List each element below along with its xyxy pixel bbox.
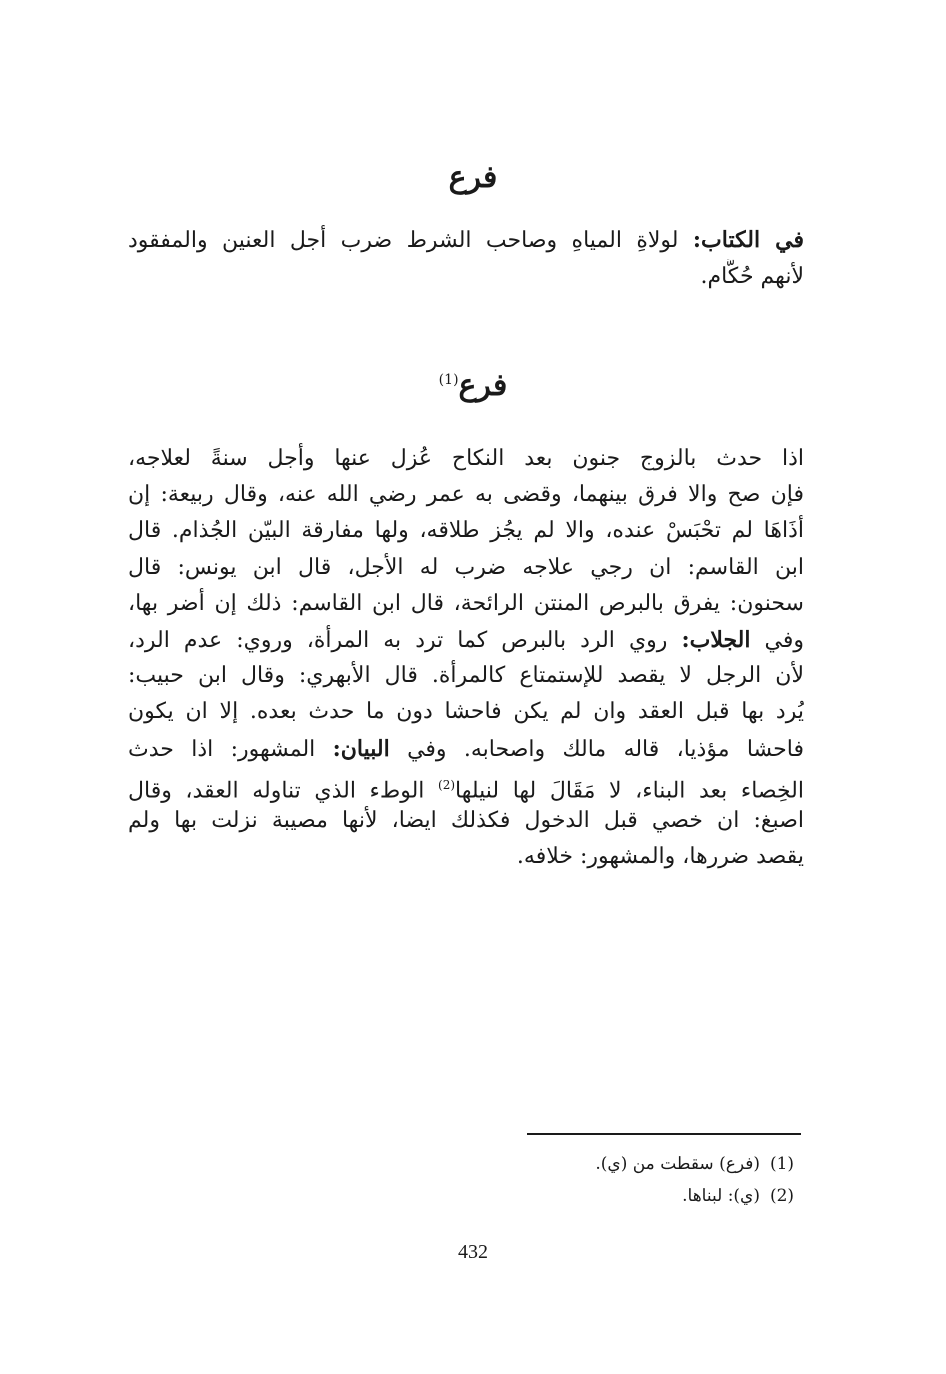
source-label: الجلاب: [681,626,751,653]
footnote-number: (1) [769,1154,795,1174]
source-label: في الكتاب: [692,227,804,253]
source-label: البيان: [332,735,390,762]
paragraph-line [128,223,804,259]
paragraph-line [128,441,804,477]
paragraph-line [128,803,804,839]
line-text: فاحشا مؤذيا، قاله مالك واصحابه. وفي [389,736,804,762]
paragraph-line [128,550,804,586]
line-text: ابن القاسم: ان رجي علاجه ضرب له الأجل، قال ابن يونس: قال [128,554,804,580]
line-text: أذَاهَا لم تحْبَسْ عنده، والا لم يجُز طلاقه، ولها مفارقة البيّن الجُذام. قال [128,518,804,544]
section-heading-2 [0,368,946,403]
line-text: سحنون: يفرق بالبرص المنتن الرائحة، قال ابن القاسم: ذلك إن أضر بها، [128,590,804,616]
line-text: لأنهم حُكَّام. [700,263,804,289]
paragraph-line [128,839,804,875]
paragraph-line [128,477,804,513]
footnote-item [404,1180,804,1212]
line-text: يُرد بها قبل العقد وان لم يكن فاحشا دون ما حدث بعده. إلا ان يكون [128,699,804,725]
paragraph-line [128,622,804,658]
footnotes [404,1148,804,1212]
heading-text: فرع [448,160,498,195]
line-text: يقصد ضررها، والمشهور: خلافه. [516,844,804,870]
line-text: فإن صح والا فرق بينهما، وقضى به عمر رضي الله عنه، وقال ربيعة: إن [128,482,804,508]
footnote-number: (2) [769,1186,795,1206]
line-text: اذا حدث بالزوج جنون بعد النكاح عُزل عنها وأجل سنةً لعلاجه، [128,446,804,471]
paragraph-1 [128,223,804,294]
paragraph-line [128,731,804,767]
paragraph-line [128,586,804,622]
paragraph-line [128,658,804,694]
heading-text: فرع [458,368,508,403]
line-text: الخِصاء بعد البناء، لا مَقَالَ لها لنيلها [455,778,804,803]
section-heading-1 [0,160,946,195]
footnote-ref: (1) [438,372,459,388]
footnote-divider [527,1133,801,1135]
line-text: المشهور: اذا حدث [128,736,333,762]
footnote-ref: (2) [438,777,456,792]
paragraph-line [128,694,804,730]
line-text: لأن الرجل لا يقصد للإستمتاع كالمرأة. قال الأبهري: وقال ابن حبيب: [128,663,804,689]
line-text: وفي [750,627,804,653]
paragraph-line [128,767,804,803]
paragraph-line [128,259,804,295]
page-number: 432 [458,1241,488,1263]
footnote-item [404,1148,804,1180]
line-text: اصبغ: ان خصي قبل الدخول فكذلك ايضا، لأنها مصيبة نزلت بها ولم [128,807,804,833]
line-text: روي الرد بالبرص كما ترد به المرأة، وروي: عدم الرد، [128,627,682,653]
line-text: الوطء الذي تناوله العقد، وقال [128,778,438,803]
line-text: لولاةِ المياهِ وصاحب الشرط ضرب أجل العنين والمفقود [128,228,679,253]
paragraph-2 [128,441,804,875]
paragraph-line [128,513,804,549]
footnote-text: (ي): لبناها. [682,1186,760,1206]
footnote-text: (فرع) سقطت من (ي). [595,1154,760,1174]
